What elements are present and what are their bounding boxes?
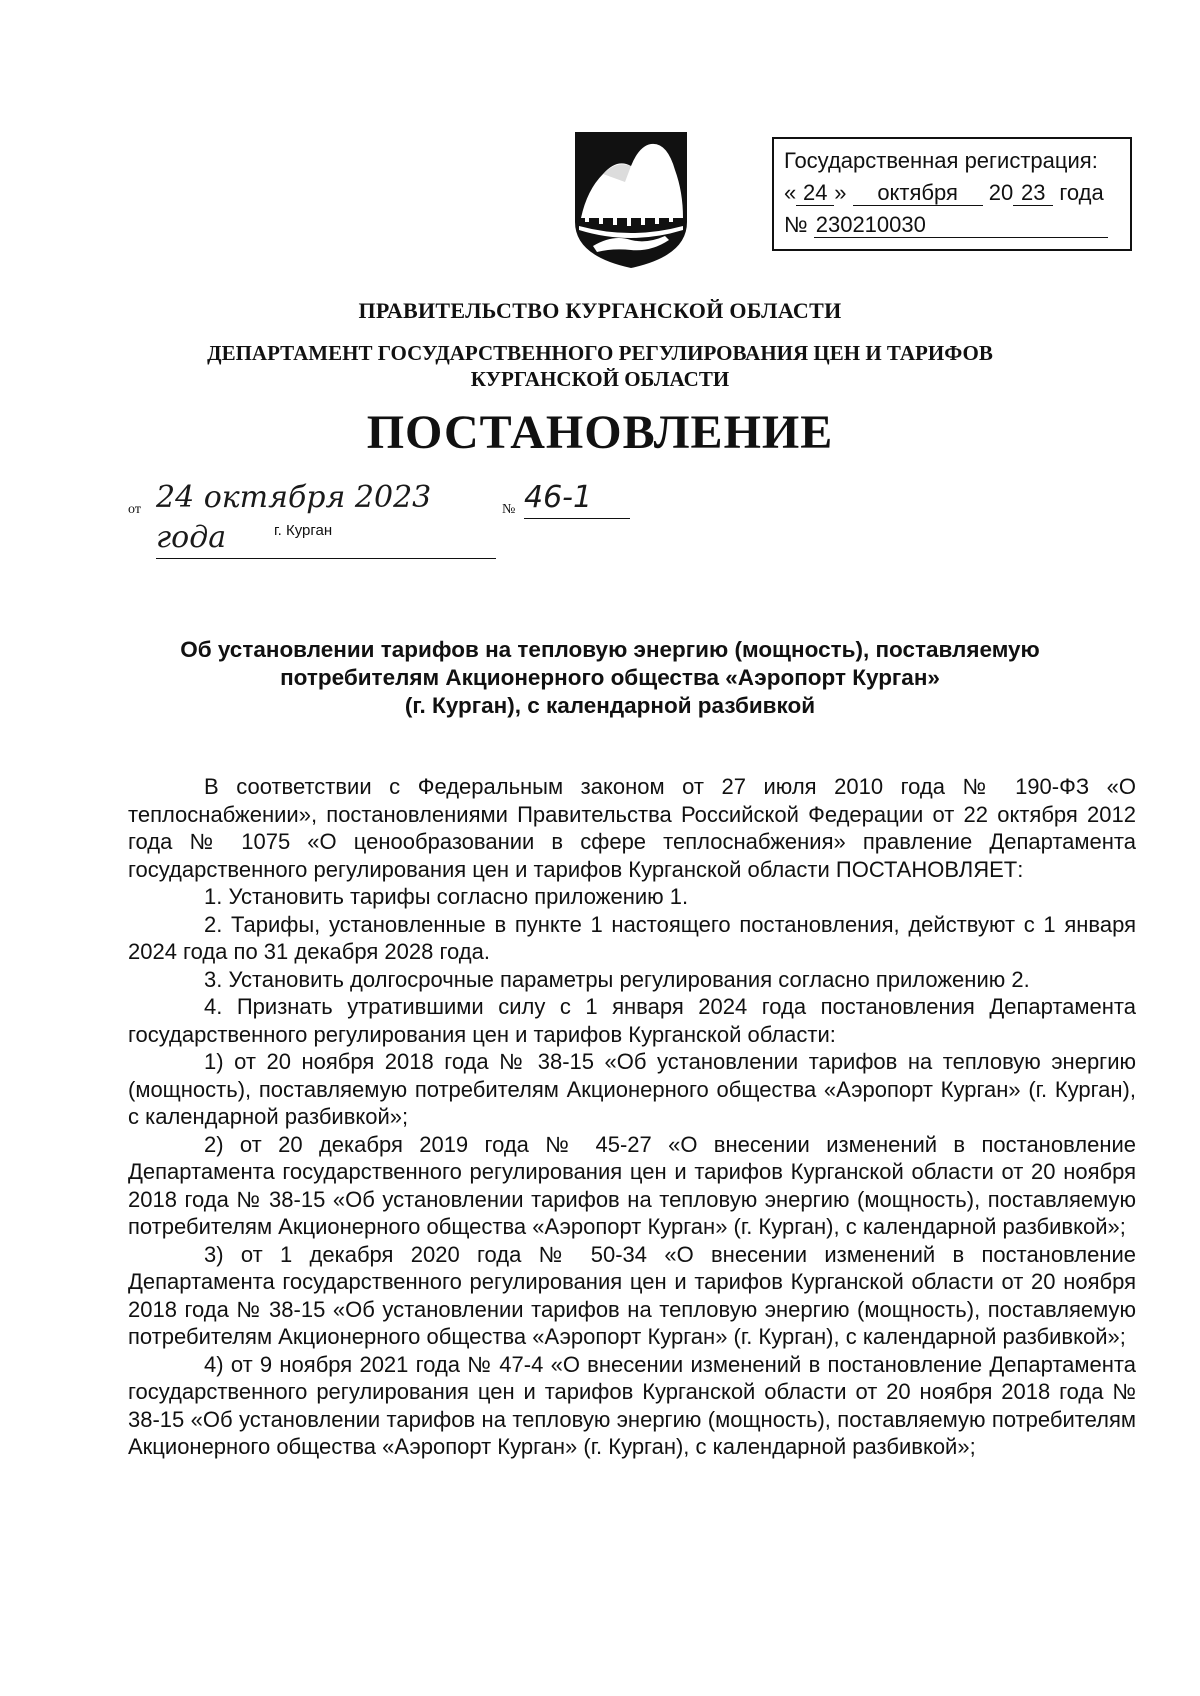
document-type-title: ПОСТАНОВЛЕНИЕ [366,406,834,459]
preamble-paragraph: В соответствии с Федеральным законом от 27 июля 2010 года № 190-ФЗ «О теплоснабжении», постановлениями Правительства Российской Федерации от 22 октября 2012 года № 1075 «О ценообразовании в сфере теплоснабжения» правление Департамента государственного регулирования цен и тарифов Курганской области ПОСТАНОВЛЯЕТ: [128,774,1136,882]
registration-number: 230210030 [814,213,1108,238]
government-name: ПРАВИТЕЛЬСТВО КУРГАНСКОЙ ОБЛАСТИ [358,298,842,323]
registration-year-prefix: 20 [988,180,1014,205]
registration-month: октября [853,181,983,206]
handwritten-number: 46-1 [524,478,630,519]
department-name-line1: ДЕПАРТАМЕНТ ГОСУДАРСТВЕННОГО РЕГУЛИРОВАНИЯ ЦЕН И ТАРИФОВ [207,341,993,365]
registration-title: Государственная регистрация: [784,148,1098,173]
registration-year-word: года [1059,180,1104,205]
subject-line3: (г. Курган), с календарной разбивкой [404,693,816,718]
document-body [128,773,1136,1461]
document-date-number [126,478,646,555]
item-3-paragraph: 3. Установить долгосрочные параметры регулирования согласно приложению 2. [204,966,1030,992]
subitem-4-paragraph: 4) от 9 ноября 2021 года № 47-4 «О внесении изменений в постановление Департамента государственного регулирования цен и тарифов Курганской области от 20 ноября 2018 года № 38-15 «Об установлении тарифов на тепловую энергию (мощность), поставляемую потребителям Акционерного общества «Аэропорт Курган» (г. Курган), с календарной разбивкой»; [128,1351,1136,1459]
registration-number-sign: № [784,212,808,237]
department-name [0,340,1200,392]
date-prefix: от [128,502,141,517]
subject-line1: Об установлении тарифов на тепловую энергию (мощность), поставляемую [180,637,1040,662]
registration-day: 24 [796,181,834,206]
registration-quote-close: » [834,180,847,205]
subject-line2: потребителям Акционерного общества «Аэропорт Курган» [280,665,940,690]
subitem-3-paragraph: 3) от 1 декабря 2020 года № 50-34 «О внесении изменений в постановление Департамента государственного регулирования цен и тарифов Курганской области от 20 ноября 2018 года № 38-15 «Об установлении тарифов на тепловую энергию (мощность), поставляемую потребителям Акционерного общества «Аэропорт Курган» (г. Курган), с календарной разбивкой»; [128,1241,1136,1349]
city-name: г. Курган [274,522,333,539]
item-1-paragraph: 1. Установить тарифы согласно приложению 1. [204,884,689,909]
registration-year-suffix: 23 [1013,181,1053,206]
registration-number-line [784,209,1130,241]
handwritten-date: 24 октября 2023 года [156,478,496,559]
number-sign: № [502,502,516,517]
document-subject [140,636,1080,720]
subitem-2-paragraph: 2) от 20 декабря 2019 года № 45-27 «О внесении изменений в постановление Департамента государственного регулирования цен и тарифов Курганской области от 20 ноября 2018 года № 38-15 «Об установлении тарифов на тепловую энергию (мощность), поставляемую потребителям Акционерного общества «Аэропорт Курган» (г. Курган), с календарной разбивкой»; [128,1131,1136,1239]
item-4-paragraph: 4. Признать утратившими силу с 1 января 2024 года постановления Департамента государственного регулирования цен и тарифов Курганской области: [128,994,1136,1047]
registration-date-line [784,177,1130,209]
registration-quote-open: « [784,180,797,205]
department-name-line2: КУРГАНСКОЙ ОБЛАСТИ [470,367,730,391]
state-registration-stamp [772,137,1132,251]
subitem-1-paragraph: 1) от 20 ноября 2018 года № 38-15 «Об установлении тарифов на тепловую энергию (мощность), поставляемую потребителям Акционерного общества «Аэропорт Курган» (г. Курган), с календарной разбивкой»; [128,1049,1136,1129]
item-2-paragraph: 2. Тарифы, установленные в пункте 1 настоящего постановления, действуют с 1 января 2024 года по 31 декабря 2028 года. [128,911,1136,964]
coat-of-arms-emblem [573,130,689,270]
